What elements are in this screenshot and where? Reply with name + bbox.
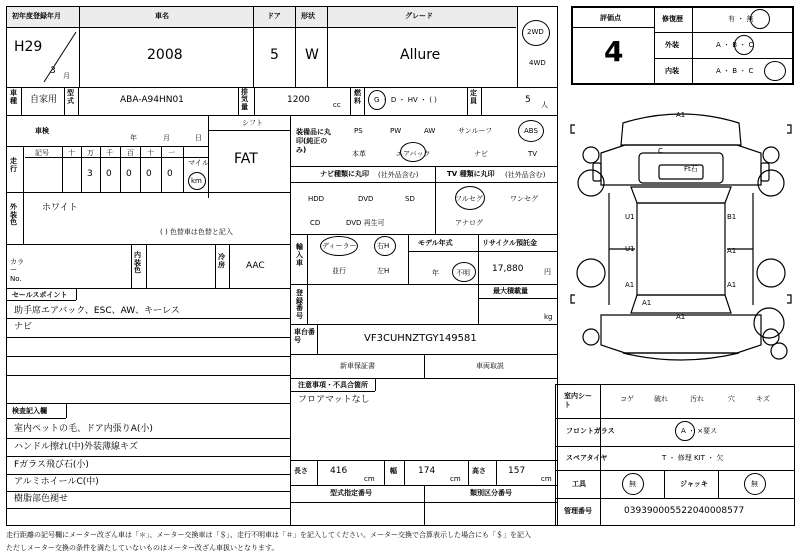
equip-pw: PW [390,127,402,135]
odo-col-6: 一 [168,149,175,157]
odo-digit-4: 0 [146,169,152,179]
import-parallel: 並行 [332,267,346,275]
import-label: 輸入車 [296,243,303,268]
reg-era: H29 [14,39,43,55]
model-year-label: モデル年式 [418,239,453,247]
chassis-label: 車台番号 [294,328,315,345]
max-load-label: 最大積載量 [493,287,528,295]
nav-dvd: DVD [358,195,374,203]
chassis-value: VF3CUHNZTGY149581 [364,333,477,344]
odo-col-5: 十 [147,149,154,157]
jack-label: ジャッキ [680,480,708,488]
seat-tear: 破れ [654,395,668,403]
capacity-unit: 人 [541,101,548,109]
jack-none: 無 [751,480,758,488]
model-value: 2008 [147,47,183,63]
spare-label: スペアタイヤ [566,454,608,462]
repair-opts: 有 ・ 無 [728,15,754,23]
footer-line-1: 走行距離の記号欄にメーター改ざん車は「＊」、メーター交換車は「＄」、走行不明車は「＃」を記入してください。メーター交換で合算表示した場合にも「＄」を記入 [6,531,531,539]
day-unit: 日 [195,134,202,142]
interior-grade-label: 内装 [665,67,679,75]
exterior-label: 外装色 [10,203,17,227]
type-label: 型式 [67,89,74,105]
displacement-label: 排気量 [241,88,248,111]
odo-digit-1: 3 [87,169,93,179]
tv-fullseg: フルセグ [455,195,483,203]
inspect-label: 検査記入欄 [12,407,47,415]
equip-ps: PS [354,127,363,135]
import-lhd: 左H [377,267,390,275]
model-year-unit: 年 [432,269,439,277]
shape-value: W [305,47,319,63]
recycle-yen: 円 [544,268,551,276]
tools-none: 無 [629,480,636,488]
color-no-label: カラーNo. [10,258,24,283]
mile-label: マイル [188,159,209,167]
mark-left-door2: U1 [625,245,635,253]
seat-scratch: キズ [756,395,770,403]
length-unit: cm [364,475,375,483]
width-label: 幅 [390,467,397,475]
mark-left-door: U1 [625,213,635,221]
equip-airbag: エアバック [396,150,431,158]
shift-value: FAT [234,151,258,167]
mgmt-label: 管理番号 [564,507,592,515]
door-count: 5 [270,47,279,63]
drive-2wd: 2WD [527,28,544,36]
import-rhd: 右H [377,242,390,250]
reg-date-label: 初年度登録年月 [12,12,61,20]
notes-label: 注意事項・不具合箇所 [298,381,368,389]
width-unit: cm [450,475,461,483]
interior-grade-opts: A ・ B ・ C [716,67,754,75]
inspect-note-4: アルミホイールC(中) [14,477,99,487]
width-value: 174 [418,466,436,476]
year-unit: 年 [130,134,137,142]
shift-label: シフト [242,119,263,127]
glass-label: フロントガラス [566,427,615,435]
recycle-value: 17,880 [492,264,524,274]
shaken-label: 車検 [35,127,49,135]
displacement-unit: cc [333,101,341,109]
seat-burn: コゲ [620,395,634,403]
seat-label: 室内シート [564,392,592,410]
reg-month-unit: 月 [63,72,70,80]
reg-date-slash [40,28,80,86]
nav-hdd: HDD [308,195,325,203]
recycle-label: リサイクル預託金 [482,239,538,247]
drive-4wd: 4WD [529,59,546,67]
glass-opts: A ・ ×要ス [681,427,718,435]
ac-value: AAC [246,261,265,271]
equip-tv: TV [528,150,538,158]
repair-label: 修復歴 [662,15,683,23]
height-unit: cm [541,475,552,483]
mgmt-value: 039390005522040008577 [624,506,745,516]
equip-abs: ABS [524,127,538,135]
exterior-b-circle [734,35,754,55]
new-warranty: 新車保証書 [340,362,375,370]
spare-opts: T ・ 修理 KIT ・ 欠 [662,454,724,462]
equip-label: 装備品に丸印(純正のみ) [296,128,331,154]
odo-col-4: 百 [127,149,134,157]
mark-glass-chip: Ft石 [684,165,698,173]
nav-note: (社外品含む) [378,171,419,179]
equip-aw: AW [424,127,436,135]
mark-right-wheel: A1 [727,281,737,289]
seat-dirt: 汚れ [690,395,704,403]
nav-sd: SD [405,195,415,203]
footer-line-2: ただしメーター交換の条件を満たしていないものはメーター改ざん車扱いとなります。 [6,544,279,552]
tv-analog: アナログ [455,219,483,227]
length-label: 長さ [294,467,308,475]
odo-digit-2: 0 [106,169,112,179]
ac-label: 冷房 [218,253,225,269]
capacity-label: 定員 [470,89,477,105]
sales-label: セールスポイント [12,291,68,299]
header-row-bg [7,7,517,27]
class-label: 類別区分番号 [470,489,512,497]
equip-navi: ナビ [474,150,488,158]
type-design-label: 型式指定番号 [330,489,372,497]
odo-col-2: 万 [87,149,94,157]
car-diagram [565,105,797,363]
tv-note: (社外品含む) [505,171,546,179]
capacity: 5 [525,95,531,105]
seat-hole: 穴 [728,395,735,403]
mark-left-wheel: A1 [625,281,635,289]
tv-label: TV 種類に丸印 [447,170,495,178]
shape-label: 形状 [301,12,315,20]
exterior-color: ホワイト [42,203,78,213]
interior-color-label: 内装色 [134,251,141,275]
mark-front-bumper: A1 [676,111,686,119]
sales-point-2: ナビ [14,322,33,332]
exterior-grade-opts: A ・ B ・ C [716,41,754,49]
import-dealer: ディーラー [322,242,357,250]
model-year-unknown: 不明 [456,269,470,277]
inspect-note-5: 樹脂部色褪せ [14,494,69,504]
interior-c-circle [764,61,786,81]
km-label: km [191,177,202,185]
height-value: 157 [508,466,526,476]
score-value: 4 [604,35,624,68]
odo-digit-5: 0 [167,169,173,179]
tv-oneseg: ワンセグ [510,195,538,203]
model-name-label: 車名 [155,12,169,20]
odo-col-1: 十 [68,149,75,157]
type-value: ABA-A94HN01 [120,95,184,105]
reg-month: 3 [50,66,56,76]
nav-cd: CD [310,219,321,227]
tools-label: 工具 [572,480,586,488]
fuel-label: 燃料 [354,89,361,105]
reg-no-label: 登録番号 [296,289,303,321]
doors-label: ドア [267,12,281,20]
nav-label: ナビ種類に丸印 [320,170,369,178]
max-load-unit: kg [544,313,553,321]
inspect-note-1: 室内ペットの毛、ドア内張りA(小) [14,424,153,434]
mark-rear-wheel: A1 [642,299,652,307]
equip-sunroof: サンルーフ [458,127,493,135]
equip-leather: 本革 [352,150,366,158]
vehicle-class: 自家用 [30,95,58,105]
height-label: 高さ [472,467,486,475]
grade-value: Allure [400,47,441,63]
mark-hood: C [658,147,663,155]
mileage-label: 走行 [10,157,17,173]
manual: 車両取説 [476,362,504,370]
odo-col-code: 記号 [35,149,49,157]
odo-digit-3: 0 [126,169,132,179]
inspect-note-2: ハンドル擦れ(中)外装薄線キズ [14,442,138,452]
sales-point-1: 助手席エアバック、ESC、AW、キーレス [14,306,180,316]
repair-none-circle [750,9,770,29]
exterior-grade-label: 外装 [665,41,679,49]
displacement: 1200 [287,95,310,105]
mark-front-rear: A1 [676,313,686,321]
notes-value: フロアマットなし [298,395,370,405]
mark-right-rear: A1 [727,247,737,255]
inspect-note-3: Fガラス飛び石(小) [14,460,89,470]
fuel-options: G ・ D ・ HV ・ ( ) [374,96,437,104]
nav-dvd-play: DVD 再生可 [346,219,385,227]
score-label: 評価点 [600,14,621,22]
month-unit: 月 [163,134,170,142]
mark-right-door: B1 [727,213,737,221]
length-value: 416 [330,466,348,476]
color-note: ( ) 色替車は色替と記入 [160,228,233,236]
odo-col-3: 千 [106,149,113,157]
vehicle-class-label: 車種 [10,89,17,105]
grade-label: グレード [405,12,433,20]
